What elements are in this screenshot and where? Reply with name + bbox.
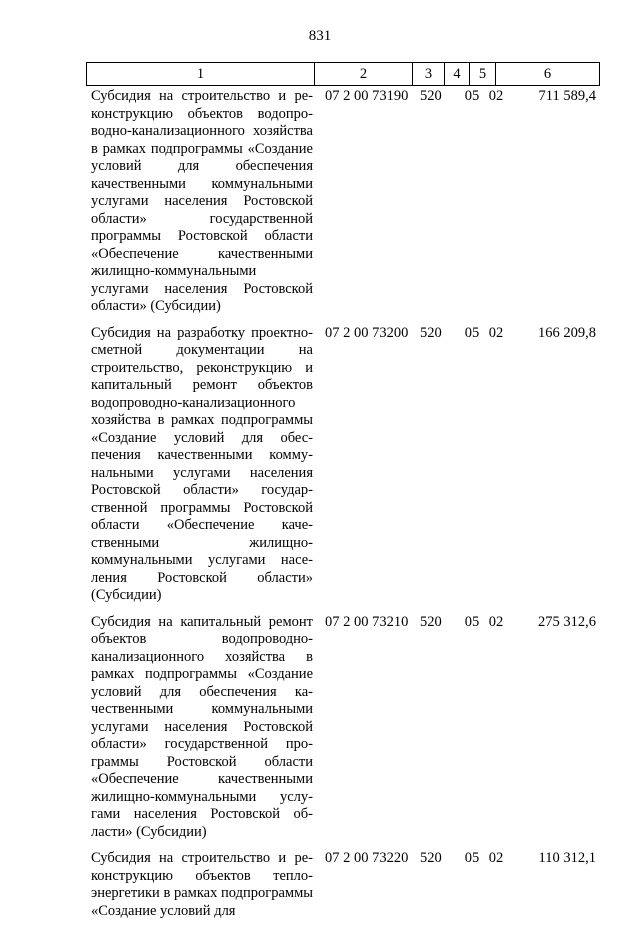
row-col5: 02: [488, 613, 504, 630]
table-header: [86, 62, 600, 86]
table-row: [86, 850, 598, 920]
row-col3: 520: [420, 88, 442, 104]
row-description: Субсидия на строительство и реконструкцию объектов теплоэнергетики в рамках подпрограммы «Создание условий для: [91, 850, 313, 919]
row-col3: 520: [420, 324, 442, 341]
row-code: 07 2 00 73200: [325, 324, 409, 341]
header-col-4: 4: [445, 63, 470, 86]
row-code: 07 2 00 73220: [325, 850, 409, 866]
header-col-3: 3: [413, 63, 445, 86]
row-col4: 05: [464, 88, 480, 104]
header-col-1: 1: [87, 63, 315, 86]
header-col-5: 5: [470, 63, 496, 86]
row-amount: 166 209,8: [538, 324, 596, 341]
page-number: 831: [308, 28, 332, 44]
table-row: [86, 88, 598, 316]
header-row: [87, 63, 600, 86]
row-amount: 110 312,1: [538, 850, 596, 866]
table-body: [86, 88, 598, 929]
header-col-2: 2: [315, 63, 413, 86]
header-col-6: 6: [496, 63, 600, 86]
table-row: [86, 614, 598, 842]
row-col5: 02: [488, 88, 504, 104]
table-row: [86, 325, 598, 605]
row-col3: 520: [420, 613, 442, 630]
row-col4: 05: [464, 850, 480, 866]
row-col3: 520: [420, 850, 442, 866]
row-amount: 711 589,4: [538, 88, 596, 104]
row-col4: 05: [464, 324, 480, 341]
row-col5: 02: [488, 850, 504, 866]
row-description: Субсидия на строительство и реконструкцию объектов водопроводно-канализационного хозяйства в рамках подпрограммы «Создание условий для обеспечения качественными коммунальными услугами населения Ростовской области» государственной программы Ростовской области «Обеспечение качественными жилищно-коммунальными услугами населения Ростовской области» (Субсидии): [91, 88, 313, 314]
row-description: Субсидия на капитальный ремонт объектов водопроводно-канализационного хозяйства в рамках подпрограммы «Создание условий для обеспечения качественными коммунальными услугами населения Ростовской области» государственной программы Ростовской области «Обеспечение качественными жилищно-коммунальными услугами населения Ростовской области» (Субсидии): [91, 613, 313, 840]
row-code: 07 2 00 73210: [325, 613, 409, 630]
row-col4: 05: [464, 613, 480, 630]
row-description: Субсидия на разработку проектно-сметной документации на строительство, реконструкцию и капитальный ремонт объектов водопроводно-канализационного хозяйства в рамках подпрограммы «Создание условий для обеспечения качественными коммунальными услугами населения Ростовской области» государственной программы Ростовской области «Обеспечение качественными жилищно-коммунальными услугами населения Ростовской области» (Субсидии): [91, 324, 313, 603]
row-amount: 275 312,6: [538, 613, 596, 630]
row-code: 07 2 00 73190: [325, 88, 409, 104]
row-col5: 02: [488, 324, 504, 341]
